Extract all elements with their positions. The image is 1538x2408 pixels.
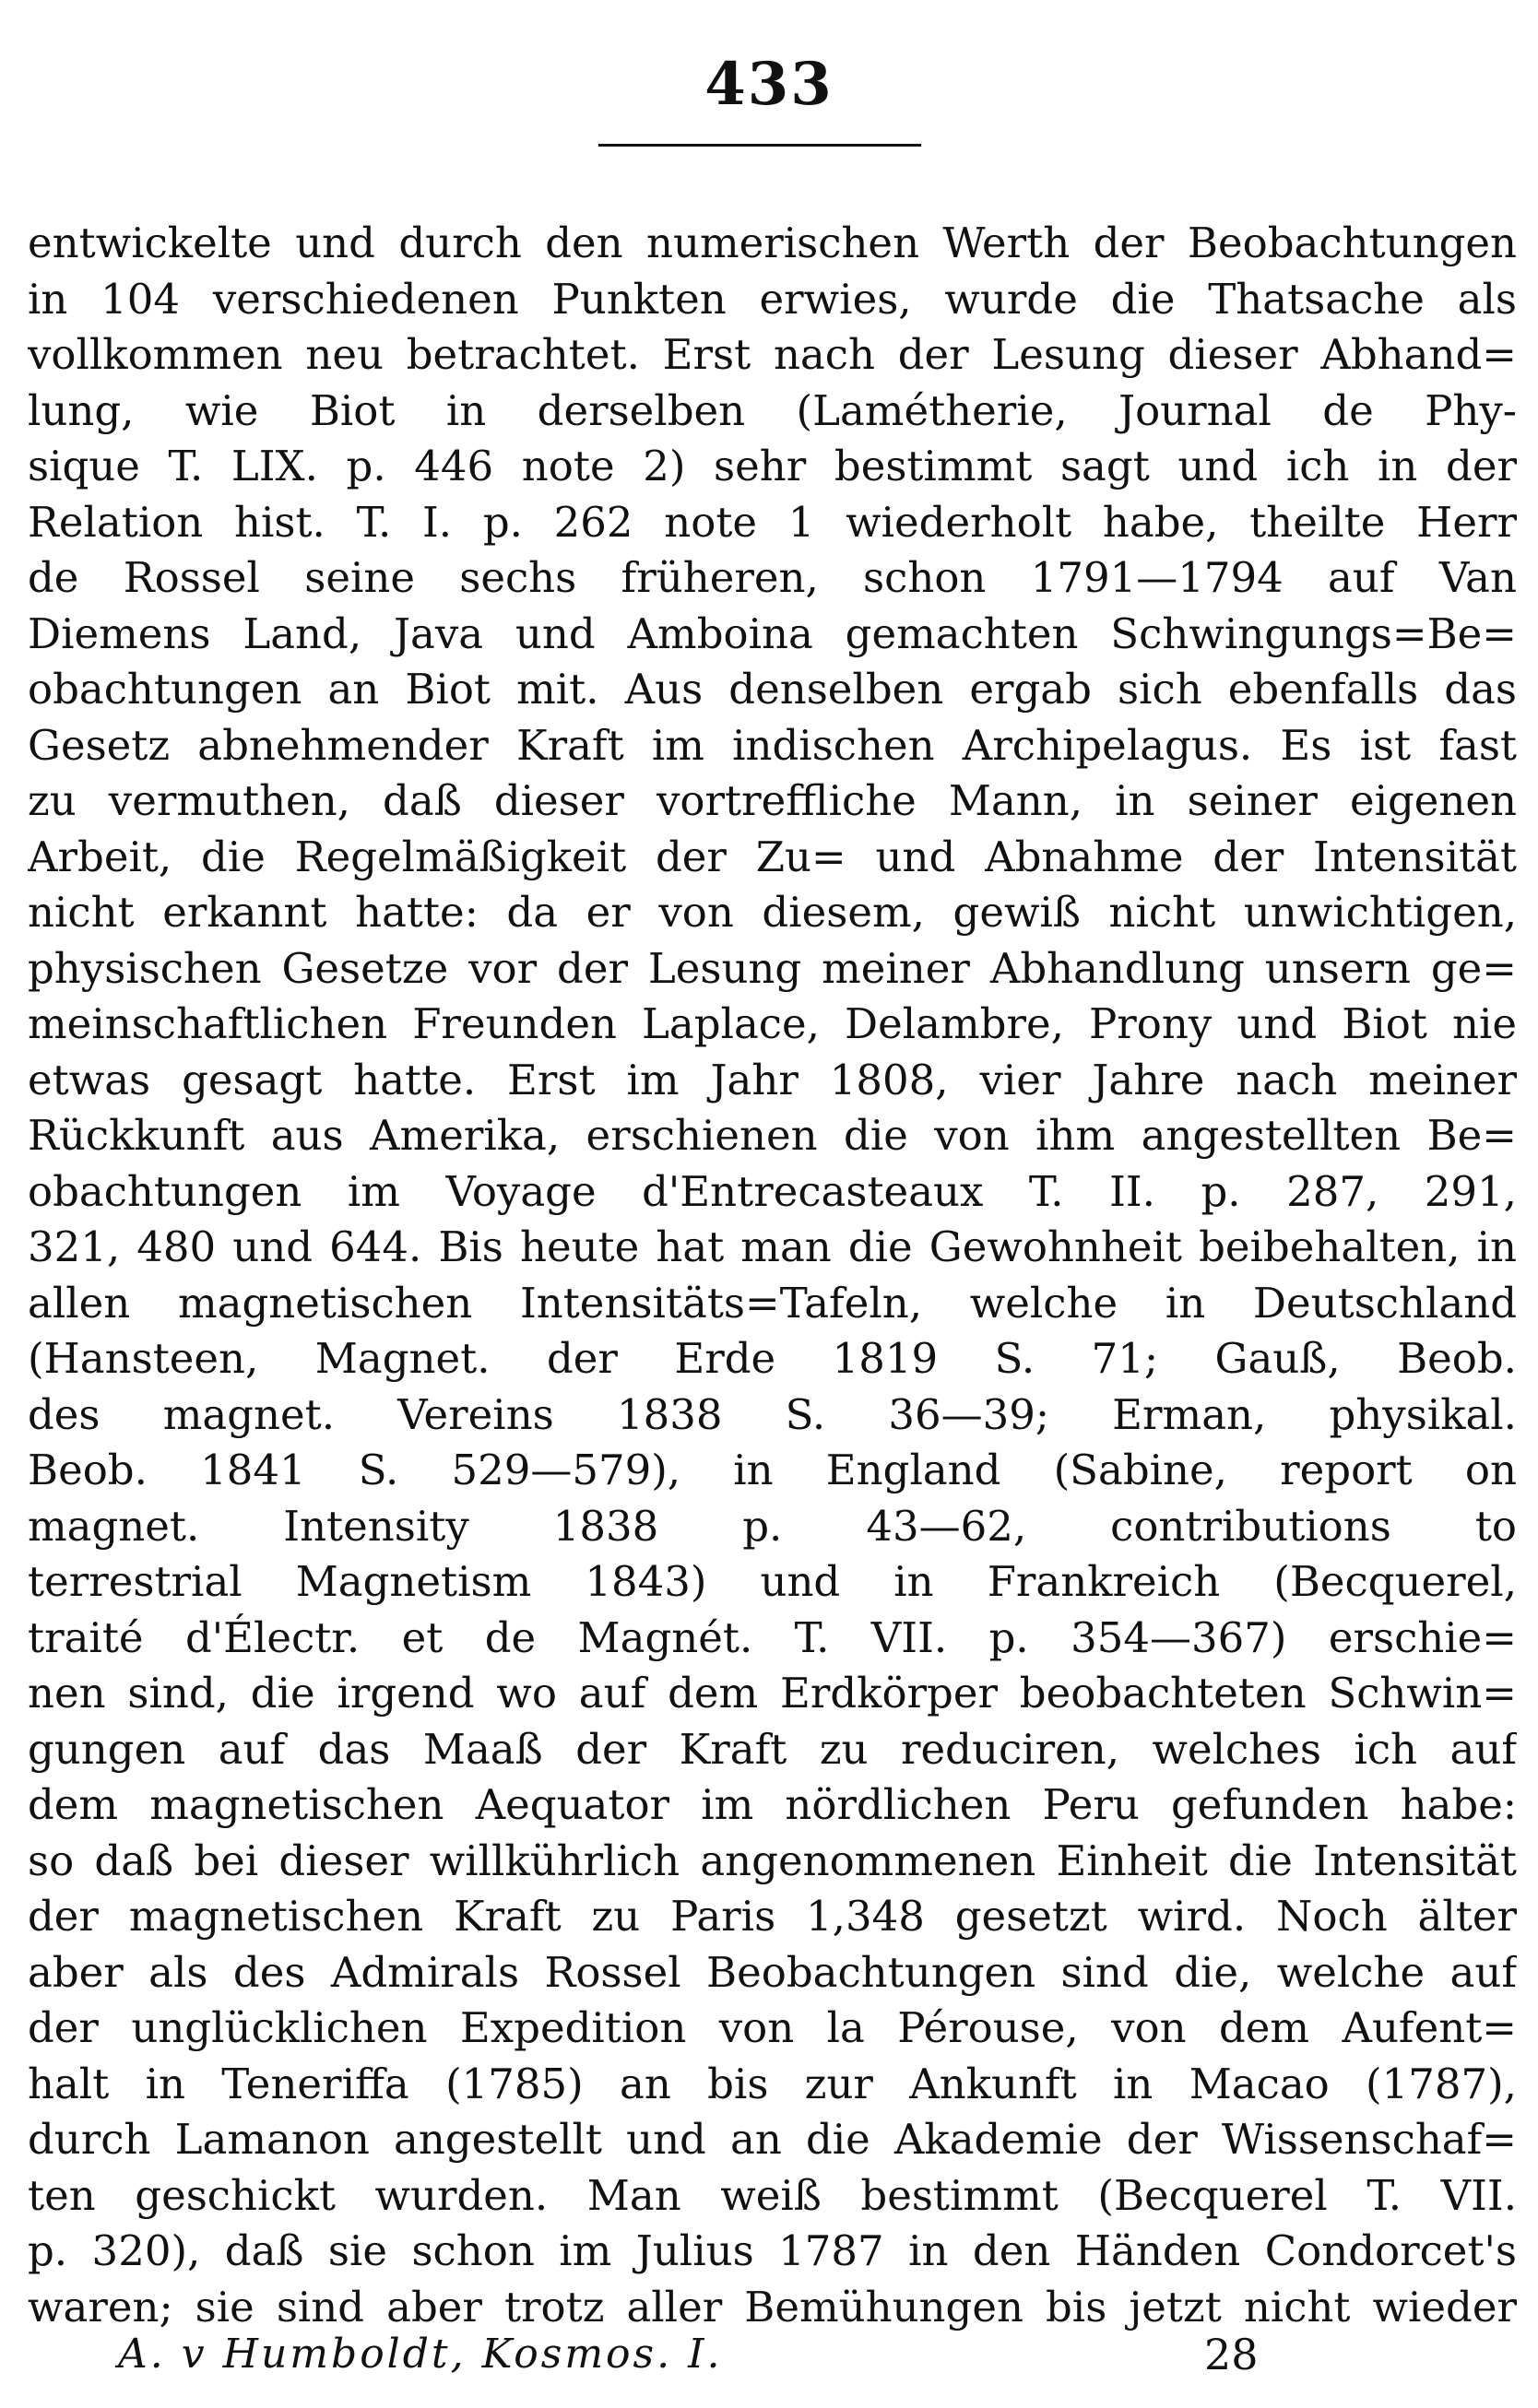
- text-line: de Rossel seine sechs früheren, schon 1791—1794 auf Van: [28, 553, 1517, 602]
- text-line: in 104 verschiedenen Punkten erwies, wurde die Thatsache als: [28, 274, 1517, 324]
- text-line: Arbeit, die Regelmäßigkeit der Zu= und Abnahme der Intensität: [28, 832, 1517, 881]
- text-line: Beob. 1841 S. 529—579), in England (Sabine, report on: [28, 1446, 1517, 1494]
- text-line: obachtungen im Voyage d'Entrecasteaux T. II. p. 287, 291,: [28, 1166, 1517, 1216]
- text-line: traité d'Électr. et de Magnét. T. VII. p. 354—367) erschie=: [28, 1612, 1517, 1662]
- text-line: Gesetz abnehmender Kraft im indischen Archipelagus. Es ist fast: [28, 720, 1517, 770]
- footer-signature: A. v Humboldt, Kosmos. I.: [118, 2331, 723, 2378]
- text-line: nen sind, die irgend wo auf dem Erdkörper beobachteten Schwin=: [28, 1669, 1517, 1717]
- text-line: magnet. Intensity 1838 p. 43—62, contributions to: [28, 1501, 1517, 1551]
- text-line: obachtungen an Biot mit. Aus denselben ergab sich ebenfalls das: [28, 665, 1517, 714]
- text-line: meinschaftlichen Freunden Laplace, Delambre, Prony und Biot nie: [28, 999, 1517, 1048]
- body-text: [28, 216, 1517, 2335]
- text-line: Diemens Land, Java und Amboina gemachten Schwingungs=Be=: [28, 608, 1517, 658]
- header-rule: [598, 144, 921, 147]
- text-line: (Hansteen, Magnet. der Erde 1819 S. 71; Gauß, Beob.: [28, 1334, 1517, 1383]
- text-line: ten geschickt wurden. Man weiß bestimmt (Becquerel T. VII.: [28, 2170, 1517, 2220]
- sheet-number: 28: [1204, 2330, 1259, 2379]
- text-line: dem magnetischen Aequator im nördlichen Peru gefunden habe:: [28, 1780, 1517, 1829]
- text-line: entwickelte und durch den numerischen Werth der Beobachtungen: [28, 218, 1517, 267]
- text-line: zu vermuthen, daß dieser vortreffliche Mann, in seiner eigenen: [28, 776, 1517, 825]
- text-line: physischen Gesetze vor der Lesung meiner Abhandlung unsern ge=: [28, 943, 1517, 993]
- text-line: 321, 480 und 644. Bis heute hat man die Gewohnheit beibehalten, in: [28, 1222, 1517, 1271]
- text-line: gungen auf das Maaß der Kraft zu reduciren, welches ich auf: [28, 1724, 1517, 1774]
- text-line: Relation hist. T. I. p. 262 note 1 wiederholt habe, theilte Herr: [28, 497, 1517, 547]
- text-line: allen magnetischen Intensitäts=Tafeln, welche in Deutschland: [28, 1278, 1517, 1328]
- text-line: aber als des Admirals Rossel Beobachtungen sind die, welche auf: [28, 1947, 1517, 1997]
- text-line: lung, wie Biot in derselben (Lamétherie, Journal de Phy-: [28, 385, 1517, 435]
- text-line: waren; sie sind aber trotz aller Bemühungen bis jetzt nicht wieder: [28, 2282, 1517, 2331]
- text-line: der unglücklichen Expedition von la Pérouse, von dem Aufent=: [28, 2003, 1517, 2052]
- text-line: nicht erkannt hatte: da er von diesem, gewiß nicht unwichtigen,: [28, 888, 1517, 937]
- text-line: des magnet. Vereins 1838 S. 36—39; Erman, physikal.: [28, 1389, 1517, 1439]
- text-line: etwas gesagt hatte. Erst im Jahr 1808, vier Jahre nach meiner: [28, 1055, 1517, 1104]
- text-line: sique T. LIX. p. 446 note 2) sehr bestimmt sagt und ich in der: [28, 442, 1517, 490]
- text-line: durch Lamanon angestellt und an die Akademie der Wissenschaf=: [28, 2115, 1517, 2164]
- page-number: 433: [704, 50, 834, 119]
- text-line: terrestrial Magnetism 1843) und in Frankreich (Becquerel,: [28, 1557, 1517, 1606]
- text-line: p. 320), daß sie schon im Julius 1787 in den Händen Condorcet's: [28, 2226, 1517, 2275]
- text-line: der magnetischen Kraft zu Paris 1,348 gesetzt wird. Noch älter: [28, 1892, 1517, 1941]
- text-line: halt in Teneriffa (1785) an bis zur Ankunft in Macao (1787),: [28, 2059, 1517, 2108]
- text-line: so daß bei dieser willkührlich angenommenen Einheit die Intensität: [28, 1836, 1517, 1885]
- text-line: vollkommen neu betrachtet. Erst nach der Lesung dieser Abhand=: [28, 330, 1517, 379]
- text-line: Rückkunft aus Amerika, erschienen die von ihm angestellten Be=: [28, 1111, 1517, 1160]
